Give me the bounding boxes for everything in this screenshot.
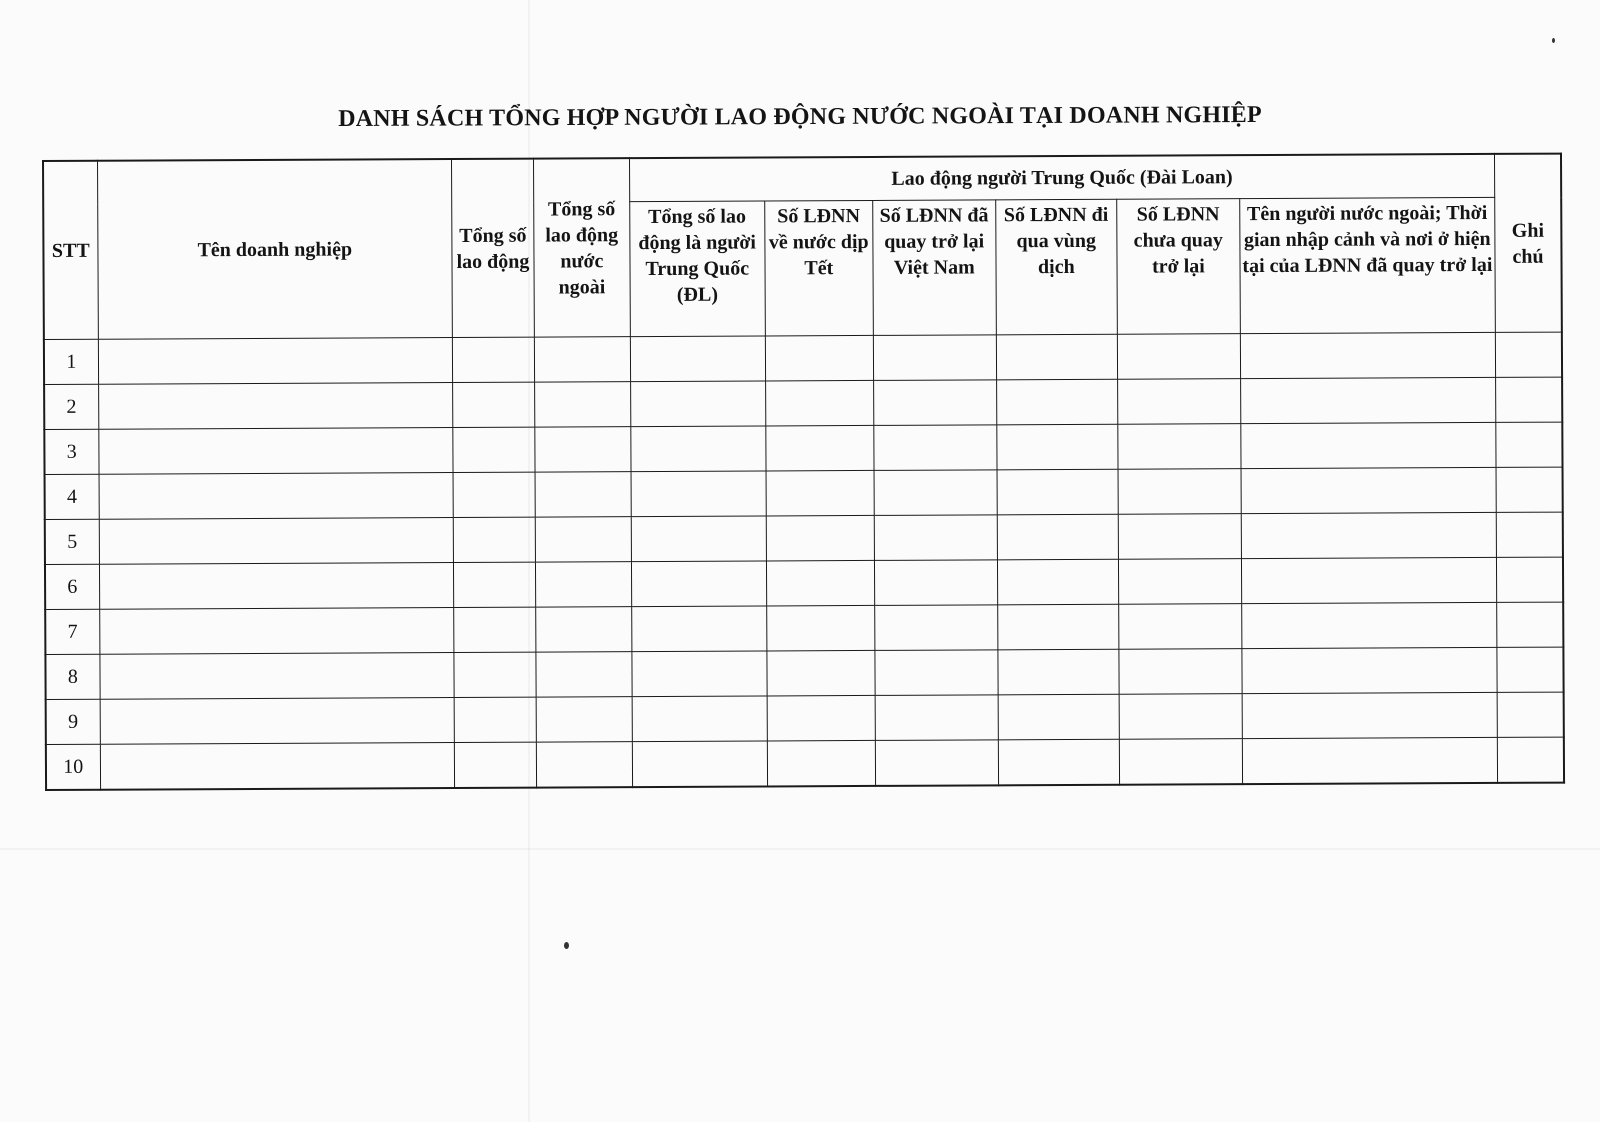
note-cell[interactable]	[1496, 422, 1563, 467]
total-chinese-workers-cell[interactable]	[632, 606, 767, 652]
row-number: 8	[45, 654, 99, 699]
table-row	[45, 557, 1563, 609]
returned-details-cell[interactable]	[1240, 377, 1496, 423]
total-foreign-workers-cell[interactable]	[535, 472, 631, 517]
not-returned-cell[interactable]	[1118, 469, 1241, 515]
header-chinese-taiwan-group: Lao động người Trung Quốc (Đài Loan)	[629, 154, 1494, 202]
row-number: 3	[44, 429, 98, 474]
row-number: 6	[45, 564, 99, 609]
note-cell[interactable]	[1496, 512, 1563, 557]
company-name-cell[interactable]	[98, 427, 453, 474]
row-number: 5	[45, 519, 99, 564]
company-name-cell[interactable]	[99, 517, 454, 564]
went-home-tet-cell[interactable]	[765, 335, 873, 381]
returned-vietnam-cell[interactable]	[875, 740, 998, 786]
header-went-home-tet: Số LĐNN về nước dịp Tết	[764, 200, 873, 336]
note-cell[interactable]	[1496, 467, 1563, 512]
returned-details-cell[interactable]	[1241, 602, 1497, 648]
note-cell[interactable]	[1497, 557, 1564, 602]
total-foreign-workers-cell[interactable]	[534, 337, 630, 382]
row-number: 7	[45, 609, 99, 654]
row-number: 2	[44, 384, 98, 429]
went-home-tet-cell[interactable]	[767, 650, 875, 696]
returned-details-cell[interactable]	[1240, 422, 1496, 468]
not-returned-cell[interactable]	[1118, 424, 1241, 470]
not-returned-cell[interactable]	[1118, 379, 1241, 425]
foreign-worker-roster-table	[42, 153, 1565, 791]
ink-speck	[564, 942, 569, 949]
note-cell[interactable]	[1497, 737, 1564, 783]
returned-vietnam-cell[interactable]	[875, 650, 998, 696]
note-cell[interactable]	[1497, 692, 1564, 737]
through-epidemic-cell[interactable]	[997, 469, 1119, 515]
returned-vietnam-cell[interactable]	[873, 335, 996, 381]
through-epidemic-cell[interactable]	[997, 649, 1119, 695]
total-chinese-workers-cell[interactable]	[632, 696, 767, 742]
table-row	[46, 692, 1564, 744]
header-through-epidemic-zone: Số LĐNN đi qua vùng dịch	[995, 199, 1117, 335]
total-chinese-workers-cell[interactable]	[631, 426, 766, 472]
total-foreign-workers-cell[interactable]	[535, 427, 631, 472]
total-workers-cell[interactable]	[453, 382, 535, 427]
returned-details-cell[interactable]	[1242, 692, 1498, 738]
total-workers-cell[interactable]	[453, 517, 535, 562]
through-epidemic-cell[interactable]	[998, 694, 1120, 740]
total-foreign-workers-cell[interactable]	[536, 607, 632, 652]
table-row	[45, 602, 1563, 654]
through-epidemic-cell[interactable]	[997, 559, 1119, 605]
table-row	[45, 512, 1563, 564]
table-row	[44, 332, 1562, 384]
through-epidemic-cell[interactable]	[996, 424, 1118, 470]
header-total-chinese-workers: Tổng số lao động là người Trung Quốc (ĐL)	[630, 201, 765, 337]
returned-vietnam-cell[interactable]	[874, 470, 997, 516]
went-home-tet-cell[interactable]	[766, 470, 874, 516]
total-chinese-workers-cell[interactable]	[631, 516, 766, 562]
total-foreign-workers-cell[interactable]	[536, 697, 632, 742]
paper-fold-crease	[0, 848, 1600, 850]
total-workers-cell[interactable]	[454, 652, 536, 697]
table-row	[45, 467, 1563, 519]
row-number: 4	[45, 474, 99, 519]
returned-details-cell[interactable]	[1240, 332, 1496, 378]
company-name-cell[interactable]	[100, 742, 455, 789]
went-home-tet-cell[interactable]	[766, 605, 874, 651]
not-returned-cell[interactable]	[1119, 694, 1242, 740]
returned-vietnam-cell[interactable]	[874, 515, 997, 561]
header-company-name: Tên doanh nghiệp	[97, 159, 452, 339]
total-chinese-workers-cell[interactable]	[630, 381, 765, 427]
not-returned-cell[interactable]	[1118, 514, 1241, 560]
total-chinese-workers-cell[interactable]	[631, 561, 766, 607]
returned-vietnam-cell[interactable]	[874, 425, 997, 471]
total-workers-cell[interactable]	[453, 427, 535, 472]
table-row	[44, 377, 1562, 429]
returned-vietnam-cell[interactable]	[875, 605, 998, 651]
returned-details-cell[interactable]	[1241, 467, 1497, 513]
returned-vietnam-cell[interactable]	[874, 380, 997, 426]
company-name-cell[interactable]	[100, 652, 455, 699]
total-chinese-workers-cell[interactable]	[632, 741, 767, 787]
through-epidemic-cell[interactable]	[997, 514, 1119, 560]
note-cell[interactable]	[1495, 332, 1562, 377]
header-note: Ghi chú	[1495, 154, 1562, 333]
total-foreign-workers-cell[interactable]	[536, 652, 632, 697]
through-epidemic-cell[interactable]	[997, 604, 1119, 650]
total-workers-cell[interactable]	[454, 742, 536, 788]
company-name-cell[interactable]	[98, 337, 453, 384]
went-home-tet-cell[interactable]	[765, 425, 873, 471]
document-title: DANH SÁCH TỔNG HỢP NGƯỜI LAO ĐỘNG NƯỚC NGOÀI TẠI DOANH NGHIỆP	[338, 101, 1262, 133]
row-number: 1	[44, 339, 98, 384]
header-returned-vietnam: Số LĐNN đã quay trở lại Việt Nam	[873, 200, 996, 336]
table-header-row	[43, 154, 1561, 205]
total-foreign-workers-cell[interactable]	[534, 382, 630, 427]
through-epidemic-cell[interactable]	[998, 739, 1120, 785]
total-workers-cell[interactable]	[453, 472, 535, 517]
note-cell[interactable]	[1496, 377, 1563, 422]
not-returned-cell[interactable]	[1119, 604, 1242, 650]
total-workers-cell[interactable]	[454, 562, 536, 607]
header-total-foreign-workers: Tổng số lao động nước ngoài	[533, 158, 630, 337]
company-name-cell[interactable]	[99, 607, 454, 654]
through-epidemic-cell[interactable]	[996, 334, 1118, 380]
total-foreign-workers-cell[interactable]	[536, 742, 632, 788]
went-home-tet-cell[interactable]	[767, 695, 875, 741]
returned-vietnam-cell[interactable]	[875, 695, 998, 741]
through-epidemic-cell[interactable]	[996, 379, 1118, 425]
row-number: 10	[46, 744, 100, 790]
header-stt: STT	[43, 161, 98, 340]
not-returned-cell[interactable]	[1119, 649, 1242, 695]
total-workers-cell[interactable]	[452, 337, 534, 382]
not-returned-cell[interactable]	[1119, 559, 1242, 605]
ink-speck	[1552, 38, 1555, 43]
table-row	[45, 647, 1563, 699]
company-name-cell[interactable]	[99, 472, 454, 519]
total-chinese-workers-cell[interactable]	[631, 471, 766, 517]
row-number: 9	[46, 699, 100, 744]
returned-details-cell[interactable]	[1241, 557, 1497, 603]
company-name-cell[interactable]	[98, 382, 453, 429]
table-row	[46, 737, 1564, 790]
total-foreign-workers-cell[interactable]	[535, 562, 631, 607]
note-cell[interactable]	[1497, 602, 1564, 647]
company-name-cell[interactable]	[100, 697, 455, 744]
note-cell[interactable]	[1497, 647, 1564, 692]
returned-details-cell[interactable]	[1241, 512, 1497, 558]
header-returned-details: Tên người nước ngoài; Thời gian nhập cảnh và nơi ở hiện tại của LĐNN đã quay trở lại	[1239, 197, 1495, 333]
table-row	[44, 422, 1562, 474]
header-not-returned: Số LĐNN chưa quay trở lại	[1117, 199, 1240, 335]
total-workers-cell[interactable]	[454, 697, 536, 742]
total-chinese-workers-cell[interactable]	[632, 651, 767, 697]
total-chinese-workers-cell[interactable]	[630, 336, 765, 382]
not-returned-cell[interactable]	[1117, 334, 1240, 380]
returned-details-cell[interactable]	[1242, 647, 1498, 693]
header-total-workers: Tổng số lao động	[452, 159, 535, 338]
went-home-tet-cell[interactable]	[765, 380, 873, 426]
company-name-cell[interactable]	[99, 562, 454, 609]
paper-fold-crease	[528, 0, 530, 1122]
returned-details-cell[interactable]	[1242, 737, 1498, 784]
total-workers-cell[interactable]	[454, 607, 536, 652]
went-home-tet-cell[interactable]	[767, 740, 876, 786]
roster-table-container	[42, 153, 1565, 791]
went-home-tet-cell[interactable]	[766, 560, 874, 606]
not-returned-cell[interactable]	[1119, 739, 1242, 785]
total-foreign-workers-cell[interactable]	[535, 517, 631, 562]
returned-vietnam-cell[interactable]	[874, 560, 997, 606]
went-home-tet-cell[interactable]	[766, 515, 874, 561]
